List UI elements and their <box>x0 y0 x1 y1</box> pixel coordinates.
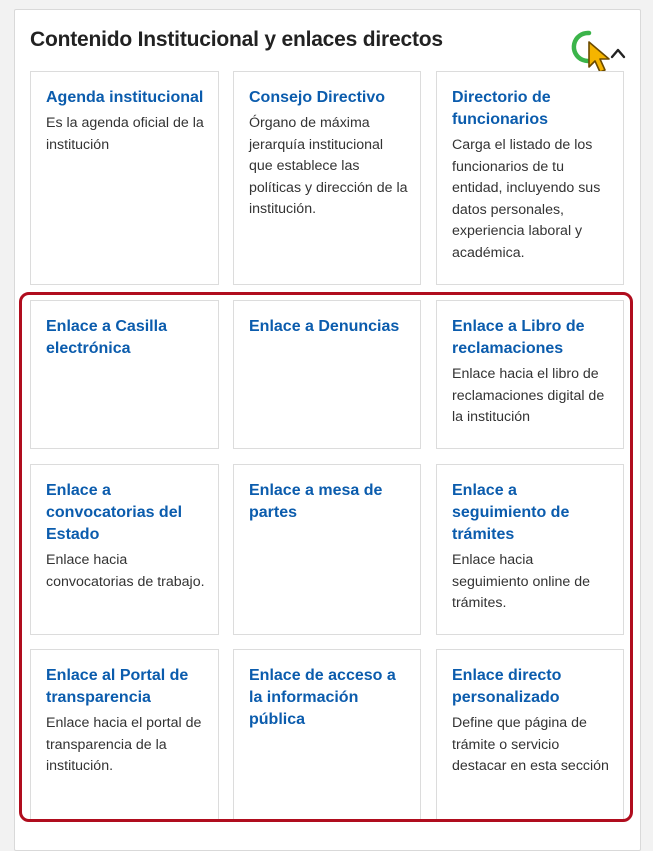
card-enlace-directo-personalizado[interactable] <box>436 649 624 820</box>
card-enlace-convocatorias[interactable] <box>30 464 219 635</box>
card-description: Enlace hacia convocatorias de trabajo. <box>46 552 205 590</box>
card-enlace-acceso-informacion[interactable] <box>233 649 421 820</box>
card-enlace-portal-transparencia[interactable] <box>30 649 219 820</box>
card-description: Enlace hacia el portal de transparencia de la institución. <box>46 715 202 774</box>
card-enlace-libro-reclamaciones[interactable] <box>436 300 624 449</box>
card-title[interactable]: Enlace a Casilla electrónica <box>46 318 167 357</box>
card-enlace-denuncias[interactable] <box>233 300 421 449</box>
card-enlace-mesa-partes[interactable] <box>233 464 421 635</box>
card-enlace-casilla-electronica[interactable] <box>30 300 219 449</box>
card-title[interactable]: Enlace a Libro de reclamaciones <box>452 318 585 357</box>
card-title[interactable]: Enlace de acceso a la información pública <box>249 667 396 728</box>
card-directorio-funcionarios[interactable] <box>436 71 624 285</box>
card-description: Órgano de máxima jerarquía institucional que establece las políticas y dirección de la institución. <box>249 115 408 217</box>
card-description: Carga el listado de los funcionarios de tu entidad, incluyendo sus datos personales, experiencia laboral y académica. <box>452 137 601 261</box>
card-title[interactable]: Enlace a mesa de partes <box>249 482 383 521</box>
card-description: Es la agenda oficial de la institución <box>46 115 204 153</box>
card-title[interactable]: Enlace a Denuncias <box>249 318 400 335</box>
chevron-up-icon[interactable] <box>609 46 627 60</box>
card-agenda-institucional[interactable] <box>30 71 219 285</box>
card-description: Enlace hacia seguimiento online de trámites. <box>452 552 591 611</box>
card-title[interactable]: Enlace al Portal de transparencia <box>46 667 189 706</box>
card-consejo-directivo[interactable] <box>233 71 421 285</box>
card-title[interactable]: Enlace a convocatorias del Estado <box>46 482 183 543</box>
card-title[interactable]: Enlace directo personalizado <box>452 667 562 706</box>
card-title[interactable]: Enlace a seguimiento de trámites <box>452 482 570 543</box>
card-title[interactable]: Agenda institucional <box>46 89 204 106</box>
card-description: Enlace hacia el libro de reclamaciones digital de la institución <box>452 366 605 425</box>
panel-title: Contenido Institucional y enlaces directos <box>30 28 443 51</box>
card-enlace-seguimiento-tramites[interactable] <box>436 464 624 635</box>
card-title[interactable]: Directorio de funcionarios <box>452 89 551 128</box>
card-description: Define que página de trámite o servicio destacar en esta sección <box>452 715 609 774</box>
card-title[interactable]: Consejo Directivo <box>249 89 386 106</box>
